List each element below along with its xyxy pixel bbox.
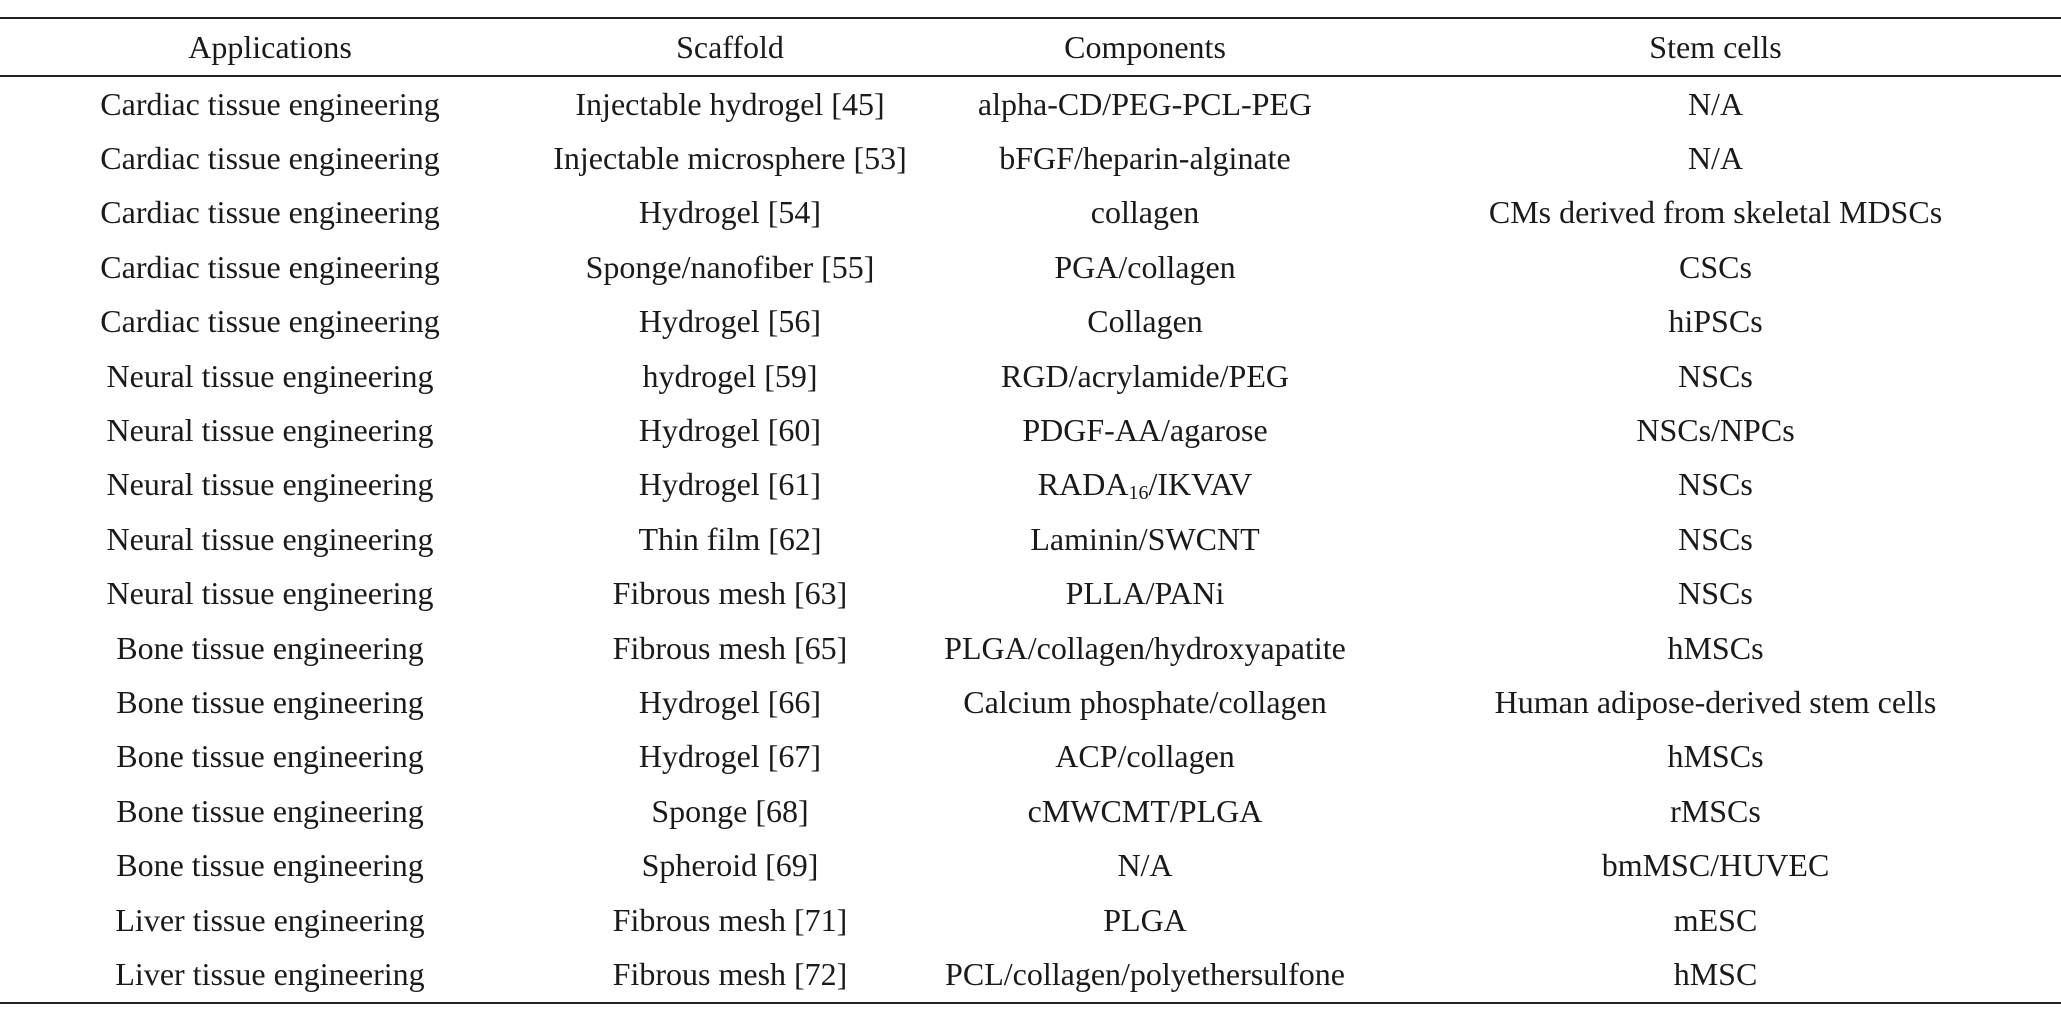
cell-components: PDGF-AA/agarose: [1022, 412, 1268, 449]
table-row: [0, 838, 2061, 892]
cell-application: Neural tissue engineering: [106, 466, 434, 503]
cell-components: alpha-CD/PEG-PCL-PEG: [977, 85, 1313, 122]
cell-stem-cells: hMSC: [1370, 947, 2061, 1002]
components-tail: /IKVAV: [1148, 466, 1253, 503]
cell-stem-cells: CMs derived from skeletal MDSCs: [1488, 194, 1943, 231]
table-row: [0, 76, 2061, 131]
cell-scaffold: Injectable hydrogel [45]: [575, 85, 885, 122]
cell-scaffold: Hydrogel [61]: [638, 466, 822, 503]
cell-components: Calcium phosphate/collagen: [963, 683, 1327, 720]
cell-components: Collagen: [1087, 303, 1203, 340]
cell-scaffold: Injectable microsphere [53]: [553, 140, 907, 177]
cell-stem-cells: NSCs: [1678, 575, 1753, 612]
cell-application: Neural tissue engineering: [106, 575, 434, 612]
scaffold-table: [0, 17, 2061, 1004]
table-row: [0, 784, 2061, 838]
table-row: [0, 675, 2061, 729]
table-row: [0, 893, 2061, 947]
cell-scaffold: Fibrous mesh [65]: [612, 629, 848, 666]
table-row: [0, 295, 2061, 349]
cell-components: PLLA/PANi: [1065, 575, 1225, 612]
components-subscript: 16: [1128, 482, 1149, 505]
cell-application: Liver tissue engineering: [0, 947, 540, 1002]
cell-scaffold: Thin film [62]: [638, 520, 822, 557]
cell-components: [920, 458, 1370, 512]
header-stem-cells: Stem cells: [1370, 18, 2061, 76]
cell-application: Bone tissue engineering: [116, 629, 424, 666]
cell-application: Cardiac tissue engineering: [100, 140, 440, 177]
components-main: RADA: [1037, 466, 1129, 503]
cell-application: Neural tissue engineering: [106, 357, 434, 394]
cell-components: cMWCMT/PLGA: [1027, 792, 1263, 829]
cell-application: Cardiac tissue engineering: [100, 303, 440, 340]
cell-scaffold: Fibrous mesh [63]: [612, 575, 848, 612]
table-row: [0, 621, 2061, 675]
header-components: Components: [920, 18, 1370, 76]
cell-application: Bone tissue engineering: [116, 847, 424, 884]
cell-stem-cells: rMSCs: [1670, 792, 1761, 829]
cell-application: Bone tissue engineering: [116, 683, 424, 720]
cell-stem-cells: NSCs/NPCs: [1636, 412, 1795, 449]
cell-stem-cells: N/A: [1687, 140, 1744, 177]
table-row: [0, 567, 2061, 621]
cell-components: PGA/collagen: [1054, 248, 1236, 285]
cell-application: Cardiac tissue engineering: [100, 248, 440, 285]
table-row: [0, 947, 2061, 1002]
cell-application: Cardiac tissue engineering: [100, 194, 440, 231]
cell-stem-cells: hMSCs: [1667, 629, 1764, 666]
cell-scaffold: Spheroid [69]: [641, 847, 819, 884]
cell-application: Cardiac tissue engineering: [100, 85, 440, 122]
cell-stem-cells: Human adipose-derived stem cells: [1494, 683, 1937, 720]
cell-scaffold: Hydrogel [67]: [638, 738, 822, 775]
cell-stem-cells: NSCs: [1678, 520, 1753, 557]
table-row: [0, 131, 2061, 185]
cell-components: Laminin/SWCNT: [1030, 520, 1260, 557]
cell-scaffold: Fibrous mesh [72]: [540, 947, 920, 1002]
table-row: [0, 240, 2061, 294]
table-row: [0, 730, 2061, 784]
cell-scaffold: Sponge/nanofiber [55]: [585, 248, 875, 285]
cell-application: Liver tissue engineering: [115, 901, 425, 938]
cell-stem-cells: hMSCs: [1667, 738, 1764, 775]
cell-components: collagen: [1090, 194, 1200, 231]
table-row: [0, 403, 2061, 457]
cell-scaffold: Hydrogel [56]: [638, 303, 822, 340]
cell-scaffold: Fibrous mesh [71]: [612, 901, 848, 938]
cell-stem-cells: bmMSC/HUVEC: [1601, 847, 1830, 884]
cell-application: Neural tissue engineering: [106, 412, 434, 449]
cell-stem-cells: N/A: [1687, 85, 1744, 122]
table-row: [0, 512, 2061, 566]
cell-components: PLGA/collagen/hydroxyapatite: [944, 629, 1346, 666]
cell-application: Bone tissue engineering: [116, 792, 424, 829]
cell-scaffold: Hydrogel [66]: [638, 683, 822, 720]
table-container: [0, 17, 2061, 1004]
cell-stem-cells: mESC: [1673, 901, 1758, 938]
cell-scaffold: Hydrogel [60]: [638, 412, 822, 449]
cell-application: Neural tissue engineering: [106, 520, 434, 557]
cell-stem-cells: hiPSCs: [1668, 303, 1763, 340]
cell-components: bFGF/heparin-alginate: [999, 140, 1291, 177]
cell-scaffold: hydrogel [59]: [642, 357, 818, 394]
cell-components: PCL/collagen/polyethersulfone: [920, 947, 1370, 1002]
cell-stem-cells: NSCs: [1678, 357, 1753, 394]
header-scaffold: Scaffold: [540, 18, 920, 76]
cell-stem-cells: NSCs: [1678, 466, 1753, 503]
table-row: [0, 186, 2061, 240]
cell-components: ACP/collagen: [1055, 738, 1235, 775]
table-row: [0, 458, 2061, 512]
cell-components: N/A: [1117, 847, 1173, 884]
table-header-row: [0, 18, 2061, 76]
cell-application: Bone tissue engineering: [116, 738, 424, 775]
header-applications: Applications: [0, 18, 540, 76]
cell-scaffold: Hydrogel [54]: [638, 194, 822, 231]
cell-components: PLGA: [1103, 901, 1187, 938]
cell-scaffold: Sponge [68]: [651, 792, 809, 829]
cell-stem-cells: CSCs: [1679, 248, 1752, 285]
table-row: [0, 349, 2061, 403]
cell-components: RGD/acrylamide/PEG: [1001, 357, 1289, 394]
